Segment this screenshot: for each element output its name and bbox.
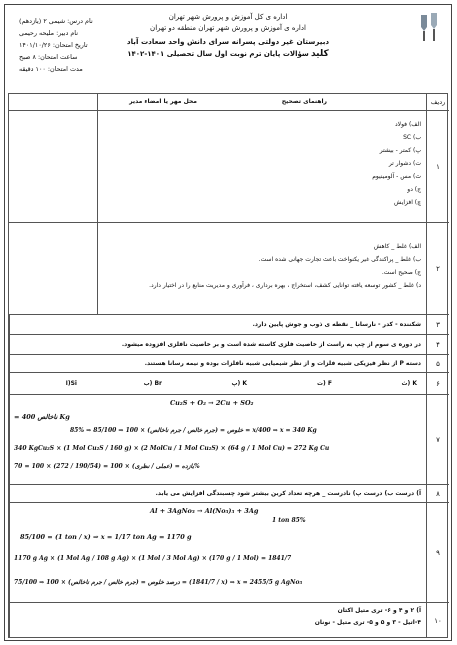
table-header-row (9, 94, 449, 110)
table-row: ۲ الف) غلط _ کاهش ب) غلط _ پراکندگی غیر یکنواخت باعث تجارت جهانی شده است. ج) صحیح است. د) غلط _ کشور توسعه یافته توانایی کشف، استخراج ، بهره برداری ، فرآوری و مدیریت منابع را در اختیار دارد. (9, 222, 449, 314)
exam-title: کلید سؤالات پایان ترم نوبت اول سال تحصیلی ۱۴۰۱-۱۴۰۲ (127, 49, 329, 59)
table-row: ۴ در دوره ی سوم از چپ به راست از خاصیت فلزی کاسته شده است و بر خاصیت نافلزی افزوده میشود. (9, 334, 449, 354)
lesson-name: نام درس: شیمی ۲ (یازدهم) (19, 17, 93, 25)
page-header (5, 5, 451, 91)
handwritten-note: 1 ton 85% (272, 517, 306, 524)
col-guide: راهنمای تصحیح (281, 98, 327, 105)
table-row: ۹ Al + 3AgNo₃ → Al(No₃)₃ + 3Ag 1 ton 85% 85/100 = (1 ton / x) ⇒ x = 1/17 ton Ag = 1170 g 1170 g Ag × (1 Mol Ag / 108 g Ag) × (1 Mol / 3 Mol Ag) × (170 g / 1 Mol) = 1841/7 درصد خلوص = (جرم خالص / جرم ناخالص) × 100 ⇒ 75/100 = (1841/7 / x) ⇒ x = 2455/5 g AgNo₃ (9, 502, 449, 602)
key-label: کلید (310, 49, 329, 59)
table-row: ۸ آ) درست ب) درست پ) نادرست _ هرچه تعداد کربن بیشتر شود چسبندگی افزایش می یابد. (9, 484, 449, 502)
org-line-1: اداره ی کل آموزش و پرورش شهر تهران (168, 13, 288, 21)
table-row: ۷ Cu₂S + O₂ → 2Cu + SO₂ = ناخالص 400 Kg 85% ⇒ خلوص = (جرم خالص / جرم ناخالص) × 100 ⇒ 85/100 = x/400 ⇒ x = 340 Kg 340 KgCu₂S × (1 Mol Cu₂S / 160 g) × (2 MolCu / 1 Mol Cu₂S) × (64 g / 1 Mol Cu) = 272 Kg Cu بازده = (عملی / نظری) × 100 = (190/54 / 272) × 100 = 70% (9, 394, 449, 484)
col-sign: محل مهر یا امضاء مدیر (129, 98, 197, 105)
exam-duration: مدت امتحان: ۱۰۰ دقیقه (19, 65, 83, 73)
org-line-2: اداره ی آموزش و پرورش شهر تهران منطقه دو تهران (150, 24, 306, 32)
school-logo-icon (415, 11, 445, 43)
table-row: ۶ K (ث F (ت K (پ Br (ب Si(ا (9, 372, 449, 394)
exam-time: ساعت امتحان: ۸ صبح (19, 53, 78, 61)
table-row: ۵ دسته P از نظر فیزیکی شبیه فلزات و از نظر شیمیایی شبیه نافلزات بوده و نیمه رسانا هستند. (9, 354, 449, 372)
table-row: ۱ الف) فولاد ب) SC پ) کمتر - بیشتر ت) دشوار تر ث) مس - آلومینیوم ج) دو چ) افزایش (9, 110, 449, 222)
table-row: ۳ شکننده - کدر - نارسانا _ نقطه ی ذوب و جوش پایین دارد. (9, 314, 449, 334)
table-row: ۱۰ آ) ۲ و ۴ و ۶- تری متیل اکتان ۴-اتیل - ۳ و ۵ و ۵- تری متیل - نونان (9, 602, 449, 638)
answer-key-page (4, 4, 452, 641)
school-name: دبیرستان غیر دولتی پسرانه سرای دانش واحد سعادت آباد (126, 37, 330, 46)
exam-date: تاریخ امتحان: ۱۴۰۱/۱۰/۲۶ (19, 41, 88, 49)
teacher-name: نام دبیر: ملیحه رحیمی (19, 29, 79, 37)
col-radif: ردیف (426, 94, 449, 110)
answer-table (8, 93, 448, 638)
